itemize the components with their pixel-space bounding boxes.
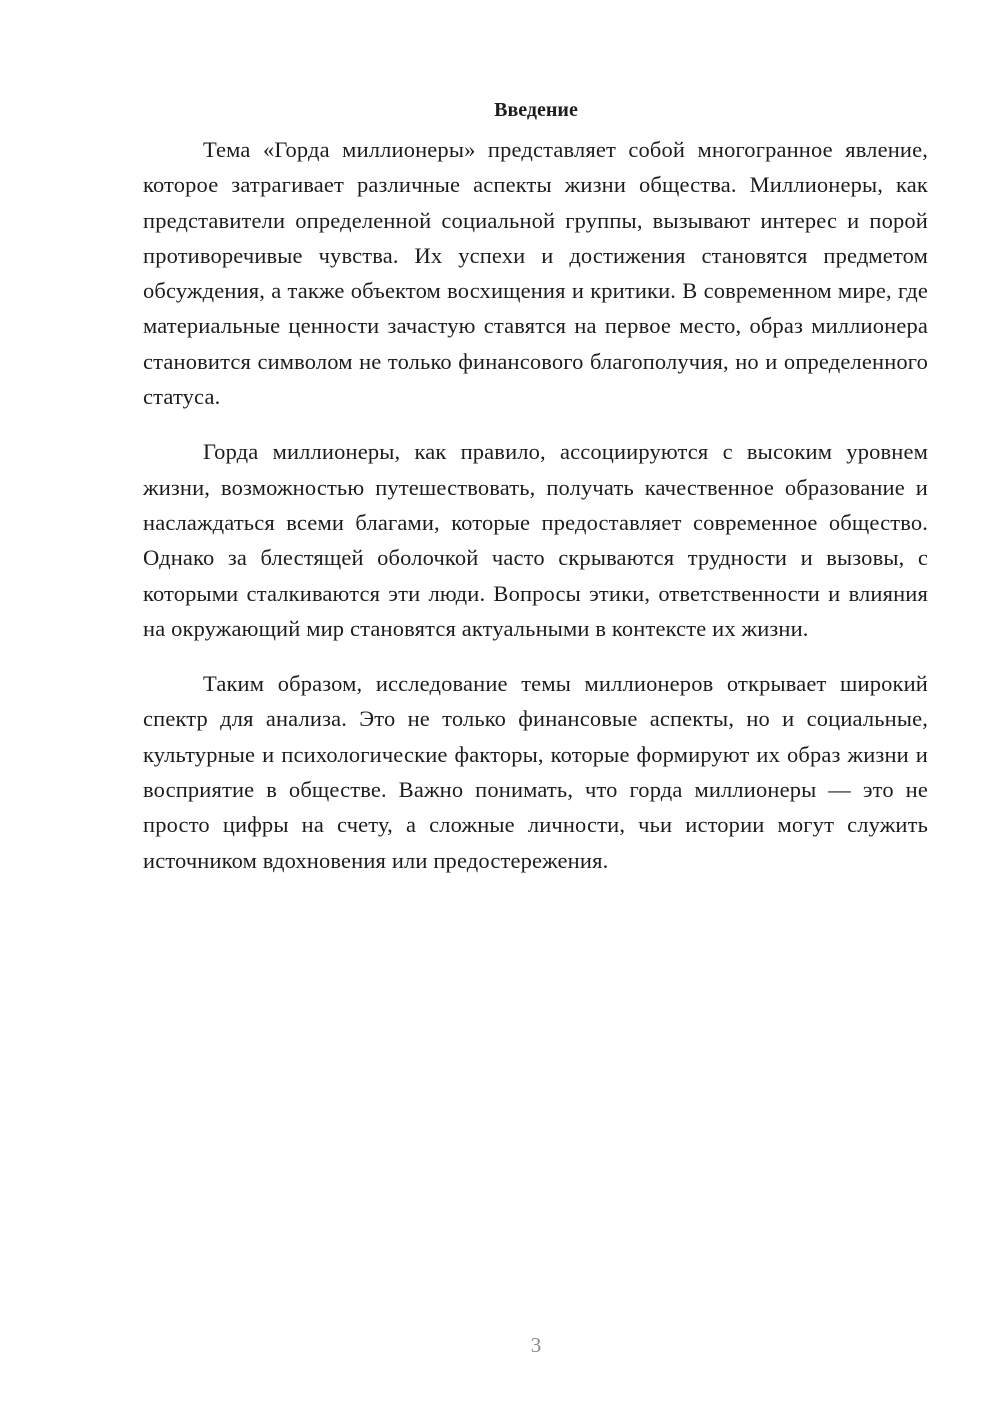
paragraph-2: Горда миллионеры, как правило, ассоциируются с высоким уровнем жизни, возможностью путешествовать, получать качественное образование и наслаждаться всеми благами, которые предоставляет современное общество. Однако за блестящей оболочкой часто скрываются трудности и вызовы, с которыми сталкиваются эти люди. Вопросы этики, ответственности и влияния на окружающий мир становятся актуальными в контексте их жизни.	[143, 439, 928, 641]
paragraph-1: Тема «Горда миллионеры» представляет собой многогранное явление, которое затрагивает различные аспекты жизни общества. Миллионеры, как представители определенной социальной группы, вызывают интерес и порой противоречивые чувства. Их успехи и достижения становятся предметом обсуждения, а также объектом восхищения и критики. В современном мире, где материальные ценности зачастую ставятся на первое место, образ миллионера становится символом не только финансового благополучия, но и определенного статуса.	[143, 137, 928, 410]
page-content	[143, 96, 928, 878]
page-number: 3	[530, 1333, 542, 1357]
paragraph-3: Таким образом, исследование темы миллионеров открывает широкий спектр для анализа. Это не только финансовые аспекты, но и социальные, культурные и психологические факторы, которые формируют их образ жизни и восприятие в обществе. Важно понимать, что горда миллионеры — это не просто цифры на счету, а сложные личности, чьи истории могут служить источником вдохновения или предостережения.	[143, 671, 928, 873]
section-title: Введение	[494, 99, 578, 121]
